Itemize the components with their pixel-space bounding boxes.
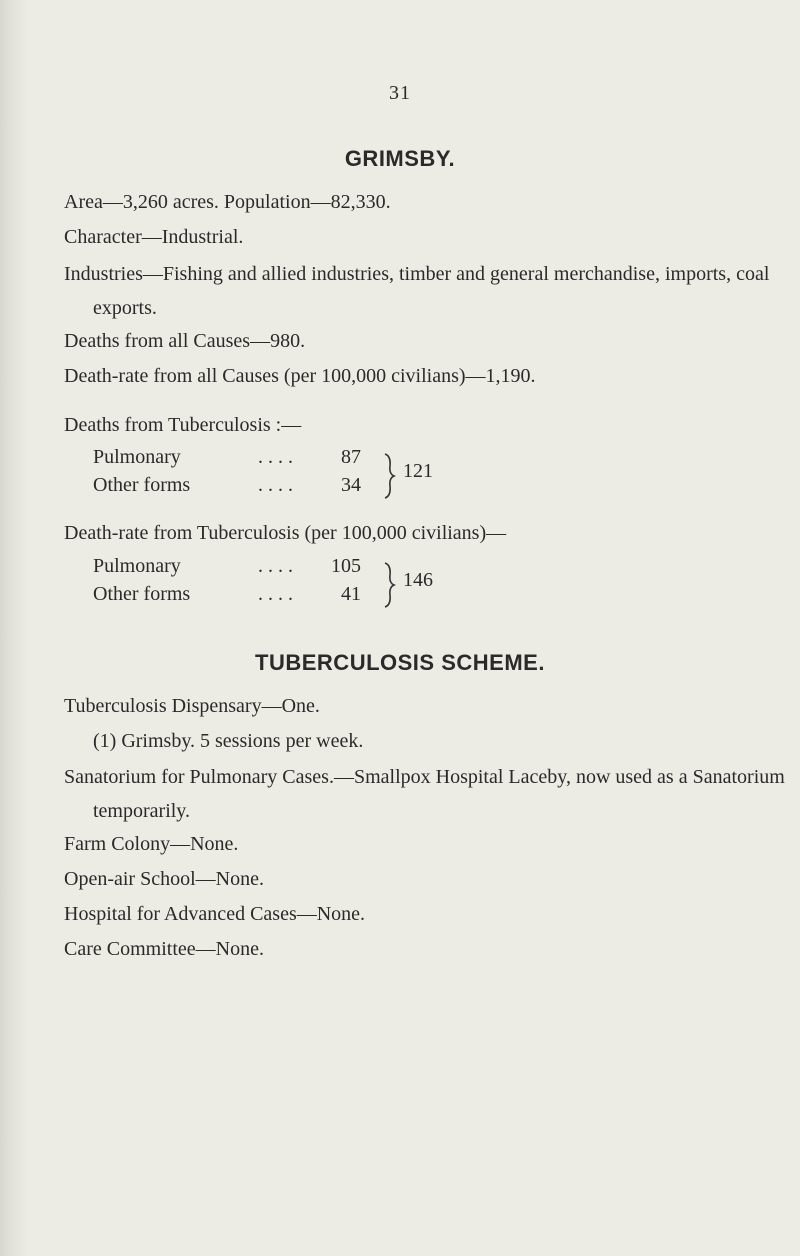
- tb-deaths-row-label: Other forms: [93, 474, 191, 496]
- tb-deaths-total: 121: [403, 460, 433, 482]
- tb-rate-row-label: Pulmonary: [93, 555, 181, 577]
- farm-colony-line: Farm Colony—None.: [64, 833, 239, 855]
- sanatorium-line: Sanatorium for Pulmonary Cases.—Smallpox Hospital Laceby, now used as a Sanatorium temporarily.: [64, 766, 785, 822]
- tb-rate-row-value: 105: [331, 555, 361, 577]
- tb-rate-row-dots: . . . .: [258, 583, 293, 605]
- tb-rate-row-value: 41: [341, 583, 361, 605]
- page-edge-shadow: [0, 0, 28, 1256]
- area-population-line: Area—3,260 acres. Population—82,330.: [64, 191, 391, 213]
- industries-line: Industries—Fishing and allied industries, timber and general merchandise, imports, coal exports.: [64, 263, 770, 319]
- tb-deaths-row-value: 87: [341, 446, 361, 468]
- dispensary-detail: (1) Grimsby. 5 sessions per week.: [93, 730, 364, 752]
- tb-deaths-row-label: Pulmonary: [93, 446, 181, 468]
- character-line: Character—Industrial.: [64, 226, 244, 248]
- tb-death-rate-heading: Death-rate from Tuberculosis (per 100,000 civilians)—: [64, 522, 507, 544]
- tb-deaths-row-value: 34: [341, 474, 361, 496]
- dispensary-line: Tuberculosis Dispensary—One.: [64, 695, 320, 717]
- advanced-cases-hospital-line: Hospital for Advanced Cases—None.: [64, 903, 366, 925]
- tb-rate-row-label: Other forms: [93, 583, 191, 605]
- tb-rate-total: 146: [403, 569, 433, 591]
- death-rate-all-causes-line: Death-rate from all Causes (per 100,000 civilians)—1,190.: [64, 365, 536, 387]
- tb-deaths-row-dots: . . . .: [258, 474, 293, 496]
- open-air-school-line: Open-air School—None.: [64, 868, 264, 890]
- brace-icon: [382, 561, 396, 609]
- page-number: 31: [389, 82, 411, 104]
- brace-icon: [382, 452, 396, 500]
- care-committee-line: Care Committee—None.: [64, 938, 264, 960]
- scheme-title: TUBERCULOSIS SCHEME.: [255, 650, 545, 675]
- page-title: GRIMSBY.: [344, 146, 456, 171]
- tb-deaths-row-dots: . . . .: [258, 446, 293, 468]
- deaths-all-causes-line: Deaths from all Causes—980.: [64, 330, 306, 352]
- tb-rate-row-dots: . . . .: [258, 555, 293, 577]
- tb-deaths-heading: Deaths from Tuberculosis :—: [64, 414, 302, 436]
